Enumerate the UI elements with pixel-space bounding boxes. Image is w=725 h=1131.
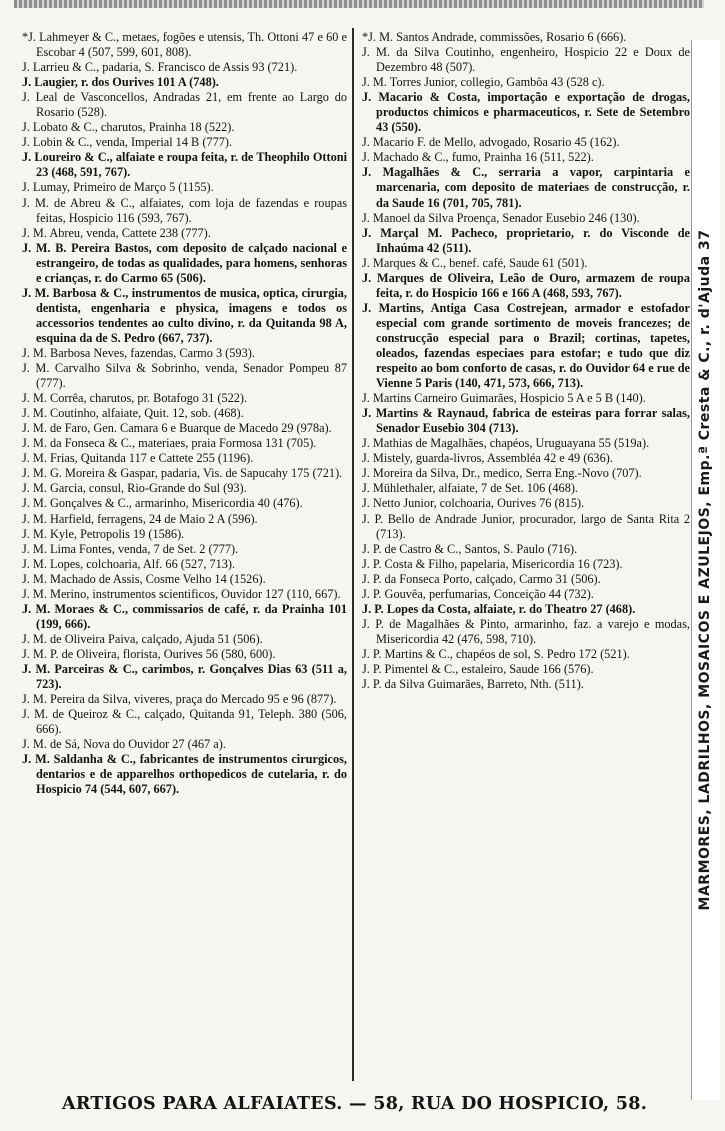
directory-entry: J. P. de Magalhães & Pinto, armarinho, faz. a varejo e modas, Misericordia 42 (476, 598, 710).	[362, 616, 690, 646]
directory-entry: J. Loureiro & C., alfaiate e roupa feita, r. de Theophilo Ottoni 23 (468, 591, 767).	[22, 150, 347, 180]
directory-entry: J. Martins Carneiro Guimarães, Hospicio 5 A e 5 B (140).	[362, 391, 646, 406]
directory-entry: J. Macario & Costa, importação e exportação de drogas, productos chimicos e pharmaceuticos, r. Sete de Setembro 43 (550).	[362, 90, 690, 135]
directory-entry: J. Marçal M. Pacheco, proprietario, r. do Visconde de Inhaúma 42 (511).	[362, 225, 690, 255]
directory-entry: J. P. de Castro & C., Santos, S. Paulo (716).	[362, 541, 578, 556]
directory-entry: J. Marques de Oliveira, Leão de Ouro, armazem de roupa feita, r. do Hospicio 166 e 166 A (468, 593, 767).	[362, 270, 690, 300]
directory-entry: J. P. Costa & Filho, papelaria, Misericordia 16 (723).	[362, 556, 623, 571]
directory-entry: J. Mühlethaler, alfaiate, 7 de Set. 106 (468).	[362, 481, 579, 496]
directory-entry: J. Mistely, guarda-livros, Assembléa 42 e 49 (636).	[362, 451, 613, 466]
directory-entry: J. M. Kyle, Petropolis 19 (1586).	[22, 526, 185, 541]
directory-entry: J. M. Harfield, ferragens, 24 de Maio 2 A (596).	[22, 511, 258, 526]
directory-entry: J. Netto Junior, colchoaria, Ourives 76 (815).	[362, 496, 585, 511]
directory-entry: J. M. Coutinho, alfaiate, Quit. 12, sob. (468).	[22, 406, 244, 421]
directory-entry: J. Macario F. de Mello, advogado, Rosario 45 (162).	[362, 135, 620, 150]
directory-entry: J. P. Lopes da Costa, alfaiate, r. do Theatro 27 (468).	[362, 601, 636, 616]
directory-entry: J. M. Parceiras & C., carimbos, r. Gonçalves Dias 63 (511 a, 723).	[22, 661, 347, 692]
directory-entry: J. M. de Oliveira Paiva, calçado, Ajuda 51 (506).	[22, 631, 263, 646]
directory-entry: J. M. Pereira da Silva, viveres, praça do Mercado 95 e 96 (877).	[22, 692, 337, 707]
directory-entry: J. M. Lopes, colchoaria, Alf. 66 (527, 713).	[22, 556, 236, 571]
directory-entry: J. Moreira da Silva, Dr., medico, Serra Eng.-Novo (707).	[362, 466, 642, 481]
directory-entry: J. P. Pimentel & C., estaleiro, Saude 166 (576).	[362, 661, 594, 676]
directory-entry: J. Magalhães & C., serraria a vapor, carpintaria e marcenaria, com deposito de materiaes de construcção, r. da Saude 16 (701, 705, 781).	[362, 165, 690, 210]
directory-entry: J. Machado & C., fumo, Prainha 16 (511, 522).	[362, 150, 594, 165]
directory-entry: J. Martins, Antiga Casa Costrejean, armador e estofador especial com grande sortimento de moveis francezes; de construcção especial para o Brazil; cortinas, tapetes, oleados, fazendas especiaes para estofar; e tudo que diz respeito ao bom conforto de casas, r. do Ouvidor 64 e rue de Vienne 5 Paris (140, 471, 573, 666, 713).	[362, 300, 690, 391]
directory-entry: J. Lobin & C., venda, Imperial 14 B (777).	[22, 135, 233, 150]
header-strip	[14, 0, 704, 8]
directory-entry: J. P. Gouvêa, perfumarias, Conceição 44 (732).	[362, 586, 594, 601]
directory-entry: J. M. Barbosa & C., instrumentos de musica, optica, cirurgia, dentista, engenharia e physica, imagens e todos os accessorios tendentes ao culto divino, r. da Quitanda 98 A, esquina da de S. Pedro (667, 737).	[22, 285, 347, 345]
directory-entry: J. Leal de Vasconcellos, Andradas 21, em frente ao Largo do Rosario (528).	[22, 90, 347, 120]
directory-entry: J. M. B. Pereira Bastos, com deposito de calçado nacional e estrangeiro, de todas as qualidades, para homens, senhoras e crianças, r. do Carmo 65 (506).	[22, 240, 347, 285]
directory-entry: J. Marques & C., benef. café, Saude 61 (501).	[362, 255, 588, 270]
directory-entry: J. Martins & Raynaud, fabrica de esteiras para forrar salas, Senador Eusebio 304 (713).	[362, 406, 690, 436]
directory-entry: J. M. da Fonseca & C., materiaes, praia Formosa 131 (705).	[22, 436, 317, 451]
directory-entry: J. M. de Sá, Nova do Ouvidor 27 (467 a).	[22, 737, 226, 752]
column-divider	[352, 28, 354, 1081]
directory-entry: J. P. da Fonseca Porto, calçado, Carmo 31 (506).	[362, 571, 601, 586]
directory-entry: J. M. Machado de Assis, Cosme Velho 14 (1526).	[22, 571, 266, 586]
directory-entry: J. M. Corrêa, charutos, pr. Botafogo 31 (522).	[22, 391, 248, 406]
footer-text: ARTIGOS PARA ALFAIATES. — 58, RUA DO HOSPICIO, 58.	[62, 1094, 648, 1114]
directory-entry: J. M. Garcia, consul, Rio-Grande do Sul (93).	[22, 481, 247, 496]
directory-entry: J. M. Carvalho Silva & Sobrinho, venda, Senador Pompeu 87 (777).	[22, 361, 347, 391]
directory-entry: J. M. Barbosa Neves, fazendas, Carmo 3 (593).	[22, 345, 255, 360]
directory-entry: J. P. da Silva Guimarães, Barreto, Nth. (511).	[362, 677, 584, 692]
directory-entry: J. M. da Silva Coutinho, engenheiro, Hospicio 22 e Doux de Dezembro 48 (507).	[362, 45, 690, 75]
directory-entry: J. M. Saldanha & C., fabricantes de instrumentos cirurgicos, dentarios e de apparelhos orthopedicos de cutelaria, r. do Hospicio 74 (544, 607, 667).	[22, 752, 347, 797]
directory-entry: J. P. Martins & C., chapéos de sol, S. Pedro 172 (521).	[362, 646, 630, 661]
directory-entry: J. Lumay, Primeiro de Março 5 (1155).	[22, 180, 214, 195]
directory-entry: J. Mathias de Magalhães, chapéos, Uruguayana 55 (519a).	[362, 436, 650, 451]
directory-entry: J. M. P. de Oliveira, florista, Ourives 56 (580, 600).	[22, 646, 276, 661]
directory-entry: J. Manoel da Silva Proença, Senador Eusebio 246 (130).	[362, 210, 640, 225]
left-column	[22, 30, 347, 797]
directory-entry: J. M. Abreu, venda, Cattete 238 (777).	[22, 225, 211, 240]
directory-entry: J. P. Bello de Andrade Junior, procurador, largo de Santa Rita 2 (713).	[362, 511, 690, 541]
directory-entry: J. M. Frias, Quitanda 117 e Cattete 255 (1196).	[22, 451, 254, 466]
directory-entry: J. M. G. Moreira & Gaspar, padaria, Vis. de Sapucahy 175 (721).	[22, 466, 343, 481]
directory-entry: J. Larrieu & C., padaria, S. Francisco de Assis 93 (721).	[22, 60, 298, 75]
directory-entry: J. M. Moraes & C., commissarios de café, r. da Prainha 101 (199, 666).	[22, 601, 347, 631]
right-column	[362, 30, 690, 692]
directory-entry: J. M. Torres Junior, collegio, Gambôa 43 (528 c).	[362, 75, 605, 90]
directory-entry: *J. M. Santos Andrade, commissões, Rosario 6 (666).	[362, 30, 627, 44]
directory-entry: J. M. de Faro, Gen. Camara 6 e Buarque de Macedo 29 (978a).	[22, 421, 332, 436]
directory-entry: J. Lobato & C., charutos, Prainha 18 (522).	[22, 120, 235, 135]
footer-advertisement	[62, 1093, 647, 1114]
directory-entry: J. M. de Queiroz & C., calçado, Quitanda 91, Teleph. 380 (506, 666).	[22, 707, 347, 737]
directory-entry: J. M. de Abreu & C., alfaiates, com loja de fazendas e roupas feitas, Hospicio 116 (593, 767).	[22, 195, 347, 225]
directory-entry: *J. Lahmeyer & C., metaes, fogões e utensis, Th. Ottoni 47 e 60 e Escobar 4 (507, 599, 601, 808).	[22, 30, 347, 60]
side-advertisement-text: MARMORES, LADRILHOS, MOSAICOS E AZULEJOS, Emp.ª Cresta & C., r. d'Ajuda 37	[697, 229, 713, 911]
directory-entry: J. M. Gonçalves & C., armarinho, Misericordia 40 (476).	[22, 496, 303, 511]
directory-entry: J. M. Lima Fontes, venda, 7 de Set. 2 (777).	[22, 541, 239, 556]
directory-entry: J. Laugier, r. dos Ourives 101 A (748).	[22, 75, 219, 90]
directory-entry: J. M. Merino, instrumentos scientificos, Ouvidor 127 (110, 667).	[22, 586, 341, 601]
